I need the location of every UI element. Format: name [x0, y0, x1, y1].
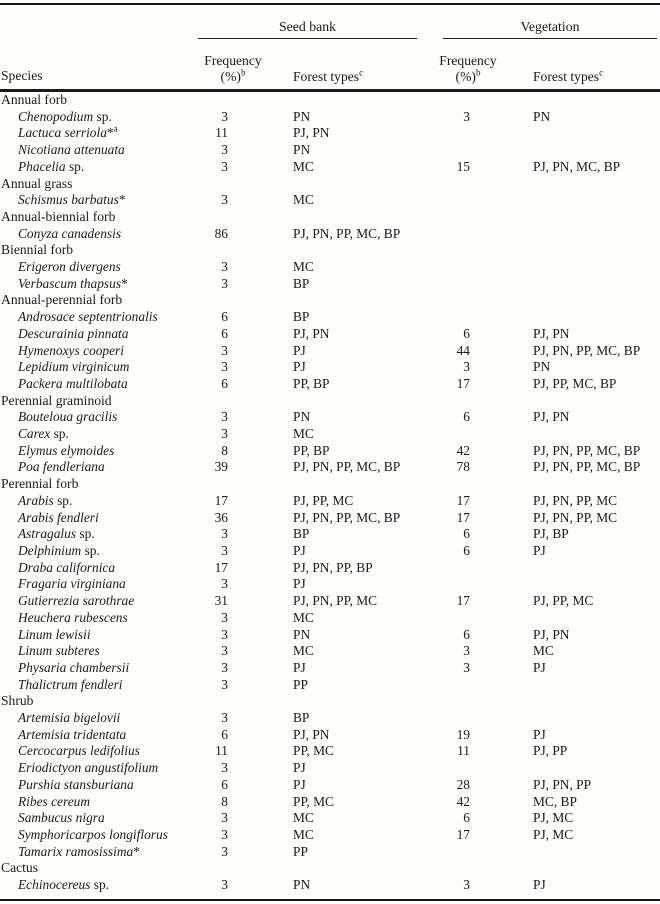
- vegetation-frequency-value: [425, 309, 511, 326]
- group-row: [0, 476, 660, 493]
- species-row: [0, 543, 660, 560]
- vegetation-frequency-value: [425, 192, 511, 209]
- seed-bank-frequency-value: 17: [214, 492, 228, 508]
- seed-bank-frequency-value: 17: [214, 559, 228, 575]
- species-row: [0, 560, 660, 577]
- vegetation-frequency-value: [425, 142, 511, 159]
- species-row: [0, 409, 660, 426]
- growth-form-group-label: Annual-biennial forb: [1, 208, 116, 224]
- vegetation-forest-types-value: PJ, PN, MC, BP: [533, 158, 621, 174]
- species-row: [0, 627, 660, 644]
- vegetation-forest-types-value: [511, 610, 660, 627]
- species-name: Phacelia sp.: [18, 158, 85, 174]
- group-row: [0, 292, 660, 309]
- group-row: [0, 693, 660, 710]
- species-row: [0, 610, 660, 627]
- species-name: Arabis sp.: [18, 492, 73, 508]
- species-name: Nicotiana attenuata: [18, 142, 125, 158]
- percent-label: (%): [455, 68, 476, 84]
- species-name: Heuchera rubescens: [18, 609, 128, 625]
- vegetation-forest-types-value: PJ, PN, PP, MC, BP: [533, 342, 641, 358]
- vegetation-frequency-value: 44: [456, 342, 470, 358]
- species-label: Species: [1, 68, 43, 83]
- seed-bank-forest-types-value: PJ, PN, PP, BP: [293, 559, 373, 575]
- vegetation-forest-types-value: PJ, MC: [533, 826, 574, 842]
- seed-bank-forest-types-value: PJ, PN, PP, MC, BP: [293, 459, 401, 475]
- percent-label: (%): [220, 68, 241, 84]
- seed-bank-frequency-value: 8: [221, 442, 228, 458]
- species-name: Carex sp.: [18, 426, 69, 442]
- group-row: [0, 242, 660, 259]
- seed-bank-forest-types-value: PJ: [293, 576, 306, 592]
- vegetation-frequency-value: 6: [463, 526, 470, 542]
- growth-form-group-label: Annual forb: [1, 92, 68, 107]
- seed-bank-frequency-value: 3: [221, 275, 228, 291]
- species-row: [0, 643, 660, 660]
- seed-bank-frequency-value: 3: [221, 710, 228, 726]
- footnote-b-marker: b: [475, 66, 481, 77]
- seed-bank-label: Seed bank: [198, 15, 417, 39]
- vegetation-frequency-value: 6: [463, 542, 470, 558]
- species-row: [0, 426, 660, 443]
- seed-bank-forest-types-value: MC: [293, 810, 314, 826]
- vegetation-frequency-value: 42: [456, 442, 470, 458]
- species-name: Poa fendleriana: [18, 459, 105, 475]
- vegetation-frequency-value: 3: [463, 359, 470, 375]
- seed-bank-forest-types-value: PP, MC: [293, 793, 334, 809]
- vegetation-forest-types-value: [511, 677, 660, 694]
- species-row: [0, 526, 660, 543]
- species-name: Lepidium virginicum: [18, 359, 130, 375]
- species-row: [0, 710, 660, 727]
- vegetation-frequency-value: 17: [456, 509, 470, 525]
- seed-bank-frequency-value: 3: [221, 142, 228, 158]
- vegetation-frequency-value: 3: [463, 643, 470, 659]
- vegetation-forest-types-value: PJ, PN: [533, 409, 570, 425]
- seed-bank-forest-types-value: PJ, PN, PP, MC, BP: [293, 509, 401, 525]
- seed-bank-forest-types-value: MC: [293, 426, 314, 442]
- vegetation-frequency-value: 6: [463, 626, 470, 642]
- vegetation-frequency-value: [425, 125, 511, 142]
- species-name: Symphoricarpos longiflorus: [18, 826, 168, 842]
- vegetation-frequency-header: [425, 39, 511, 91]
- seed-bank-frequency-value: 3: [221, 359, 228, 375]
- seed-bank-forest-types-value: PP, BP: [293, 375, 330, 391]
- seed-bank-frequency-value: 3: [221, 676, 228, 692]
- vegetation-frequency-value: [425, 426, 511, 443]
- seed-bank-frequency-value: 11: [215, 743, 228, 759]
- species-name: Sambucus nigra: [18, 810, 105, 826]
- footnote-b-marker: b: [240, 66, 246, 77]
- vegetation-forest-types-value: PJ, PP, MC, BP: [533, 375, 617, 391]
- seed-bank-forest-types-value: PJ: [293, 659, 306, 675]
- vegetation-frequency-value: 17: [456, 375, 470, 391]
- vegetation-frequency-value: 17: [456, 826, 470, 842]
- species-name: Astragalus sp.: [18, 526, 95, 542]
- species-row: [0, 125, 660, 142]
- vegetation-forest-types-value: PJ, PP, MC: [533, 593, 594, 609]
- species-name: Androsace septentrionalis: [18, 309, 158, 325]
- vegetation-forest-types-value: PJ, PN, PP, MC, BP: [533, 442, 641, 458]
- species-name: Draba californica: [18, 559, 116, 575]
- vegetation-forest-types-value: PJ, PN, PP, MC: [533, 509, 618, 525]
- species-name: Chenopodium sp.: [18, 108, 112, 124]
- seed-bank-frequency-value: 6: [221, 776, 228, 792]
- species-name: Elymus elymoides: [18, 442, 115, 458]
- vegetation-frequency-value: 15: [456, 158, 470, 174]
- seed-bank-frequency-value: 6: [221, 325, 228, 341]
- growth-form-group-label: Shrub: [1, 693, 34, 709]
- species-name: Linum subteres: [18, 643, 100, 659]
- column-group-row: [0, 4, 660, 39]
- seed-bank-forest-types-value: PJ: [293, 542, 306, 558]
- species-name: Delphinium sp.: [18, 542, 100, 558]
- species-row: [0, 192, 660, 209]
- seed-bank-forest-types-value: PN: [293, 626, 311, 642]
- vegetation-forest-types-value: MC, BP: [533, 793, 577, 809]
- vegetation-frequency-value: [425, 710, 511, 727]
- vegetation-forest-types-value: PJ: [533, 659, 546, 675]
- vegetation-forest-types-value: [511, 844, 660, 861]
- vegetation-forest-types-value: PN: [533, 359, 551, 375]
- seed-bank-forest-types-value: PJ, PN: [293, 726, 330, 742]
- frequency-label: Frequency: [204, 53, 262, 68]
- species-row: [0, 510, 660, 527]
- seed-bank-frequency-value: 3: [221, 826, 228, 842]
- group-row: [0, 91, 660, 109]
- seed-bank-frequency-value: 3: [221, 192, 228, 208]
- vegetation-forest-types-value: [511, 576, 660, 593]
- seed-bank-frequency-value: 8: [221, 793, 228, 809]
- vegetation-frequency-value: 78: [456, 459, 470, 475]
- species-row: [0, 443, 660, 460]
- species-row: [0, 794, 660, 811]
- vegetation-frequency-value: 19: [456, 726, 470, 742]
- species-name: Tamarix ramosissima*: [18, 843, 140, 859]
- seed-bank-frequency-value: 3: [221, 609, 228, 625]
- vegetation-forest-types-value: PJ, PN, PP: [533, 776, 592, 792]
- species-row: [0, 142, 660, 159]
- seed-bank-frequency-value: 3: [221, 342, 228, 358]
- species-row: [0, 810, 660, 827]
- vegetation-forest-types-value: [511, 226, 660, 243]
- species-row: [0, 326, 660, 343]
- seed-bank-forest-types-value: MC: [293, 826, 314, 842]
- vegetation-forest-types-header: [511, 39, 660, 91]
- species-row: [0, 343, 660, 360]
- vegetation-forest-types-value: [511, 192, 660, 209]
- vegetation-forest-types-value: PJ, PN: [533, 325, 570, 341]
- seed-bank-frequency-value: 11: [215, 125, 228, 141]
- vegetation-forest-types-value: PJ, PN, PP, MC: [533, 492, 618, 508]
- seed-bank-forest-types-value: PJ, PN, PP, MC: [293, 593, 378, 609]
- vegetation-forest-types-value: [511, 142, 660, 159]
- species-row: [0, 309, 660, 326]
- vegetation-forest-types-value: [511, 309, 660, 326]
- seed-bank-frequency-value: 3: [221, 843, 228, 859]
- seed-bank-frequency-value: 39: [214, 459, 228, 475]
- seed-bank-forest-types-value: BP: [293, 275, 310, 291]
- table-header: [0, 4, 660, 91]
- species-row: [0, 159, 660, 176]
- vegetation-frequency-value: [425, 226, 511, 243]
- vegetation-forest-types-value: MC: [533, 643, 554, 659]
- vegetation-group-header: [425, 4, 660, 39]
- vegetation-forest-types-value: [511, 710, 660, 727]
- vegetation-forest-types-value: [511, 259, 660, 276]
- species-row: [0, 777, 660, 794]
- seed-bank-forest-types-value: PP, BP: [293, 442, 330, 458]
- species-name: Lactuca serriola*$^a$: [18, 123, 118, 141]
- vegetation-frequency-value: [425, 844, 511, 861]
- vegetation-frequency-value: [425, 560, 511, 577]
- vegetation-frequency-value: [425, 677, 511, 694]
- seed-bank-frequency-value: 6: [221, 309, 228, 325]
- seed-bank-group-header: [190, 4, 425, 39]
- seed-bank-frequency-value: 3: [221, 409, 228, 425]
- seed-bank-forest-types-value: MC: [293, 643, 314, 659]
- species-name: Thalictrum fendleri: [18, 676, 123, 692]
- vegetation-forest-types-value: PJ: [533, 877, 546, 893]
- species-row: [0, 727, 660, 744]
- footnote-c-marker: c: [599, 66, 604, 77]
- vegetation-forest-types-value: PJ: [533, 542, 546, 558]
- seed-bank-frequency-value: 3: [221, 576, 228, 592]
- growth-form-group-label: Annual grass: [1, 175, 73, 191]
- species-name: Packera multilobata: [18, 375, 128, 391]
- species-row: [0, 743, 660, 760]
- species-name: Artemisia tridentata: [18, 726, 127, 742]
- species-name: Verbascum thapsus*: [18, 275, 128, 291]
- seed-bank-frequency-value: 3: [221, 877, 228, 893]
- vegetation-frequency-value: 3: [463, 108, 470, 124]
- seed-bank-forest-types-value: PJ: [293, 760, 306, 776]
- vegetation-frequency-value: 17: [456, 593, 470, 609]
- seed-bank-forest-types-value: PJ: [293, 776, 306, 792]
- vegetation-frequency-value: [425, 610, 511, 627]
- vegetation-forest-types-value: [511, 125, 660, 142]
- seed-bank-forest-types-value: PP: [293, 843, 308, 859]
- seed-bank-forest-types-value: MC: [293, 158, 314, 174]
- species-row: [0, 844, 660, 861]
- seed-bank-frequency-value: 3: [221, 108, 228, 124]
- species-row: [0, 259, 660, 276]
- species-row: [0, 760, 660, 777]
- species-row: [0, 376, 660, 393]
- species-name: Bouteloua gracilis: [18, 409, 118, 425]
- vegetation-forest-types-value: [511, 560, 660, 577]
- vegetation-forest-types-value: PJ: [533, 726, 546, 742]
- forest-types-label: Forest types: [293, 68, 360, 84]
- seed-bank-forest-types-value: MC: [293, 192, 314, 208]
- seed-bank-frequency-value: 3: [221, 526, 228, 542]
- growth-form-group-label: Cactus: [1, 860, 38, 876]
- vegetation-frequency-value: 6: [463, 325, 470, 341]
- species-row: [0, 593, 660, 610]
- vegetation-frequency-value: 6: [463, 810, 470, 826]
- seed-bank-frequency-value: 6: [221, 375, 228, 391]
- vegetation-forest-types-value: [511, 760, 660, 777]
- species-name: Conyza canadensis: [18, 225, 122, 241]
- vegetation-frequency-value: 42: [456, 793, 470, 809]
- group-row: [0, 393, 660, 410]
- vegetation-frequency-value: 3: [463, 659, 470, 675]
- species-name: Schismus barbatus*: [18, 192, 126, 208]
- species-name: Gutierrezia sarothrae: [18, 593, 135, 609]
- vegetation-frequency-value: 11: [457, 743, 470, 759]
- seed-bank-frequency-value: 3: [221, 643, 228, 659]
- seed-bank-frequency-value: 86: [214, 225, 228, 241]
- seed-bank-forest-types-value: PP, MC: [293, 743, 334, 759]
- vegetation-forest-types-value: PJ, MC: [533, 810, 574, 826]
- vegetation-forest-types-value: PJ, PP: [533, 743, 568, 759]
- seed-bank-frequency-value: 3: [221, 626, 228, 642]
- seed-bank-frequency-value: 36: [214, 509, 228, 525]
- species-name: Linum lewisii: [18, 626, 91, 642]
- species-row: [0, 827, 660, 844]
- vegetation-frequency-value: 3: [463, 877, 470, 893]
- vegetation-frequency-value: [425, 259, 511, 276]
- vegetation-forest-types-value: [511, 426, 660, 443]
- species-name: Fragaria virginiana: [18, 576, 126, 592]
- growth-form-group-label: Perennial graminoid: [1, 392, 112, 408]
- seed-bank-frequency-value: 3: [221, 259, 228, 275]
- species-row: [0, 660, 660, 677]
- vegetation-frequency-value: [425, 760, 511, 777]
- species-name: Arabis fendleri: [18, 509, 99, 525]
- species-name: Hymenoxys cooperi: [18, 342, 124, 358]
- species-row: [0, 276, 660, 293]
- species-row: [0, 226, 660, 243]
- species-name: Cercocarpus ledifolius: [18, 743, 140, 759]
- vegetation-forest-types-value: PJ, PN, PP, MC, BP: [533, 459, 641, 475]
- seed-bank-frequency-value: 3: [221, 810, 228, 826]
- growth-form-group-label: Annual-perennial forb: [1, 292, 123, 308]
- forest-types-label: Forest types: [533, 68, 600, 84]
- vegetation-frequency-value: [425, 276, 511, 293]
- seed-bank-forest-types-value: PN: [293, 108, 311, 124]
- seed-bank-forest-types-value: PJ, PP, MC: [293, 492, 354, 508]
- vegetation-label: Vegetation: [443, 15, 657, 39]
- vegetation-forest-types-value: PJ, BP: [533, 526, 569, 542]
- species-name: Descurainia pinnata: [18, 325, 129, 341]
- vegetation-forest-types-value: PJ, PN: [533, 626, 570, 642]
- seed-bank-frequency-value: 3: [221, 426, 228, 442]
- species-table: [0, 3, 660, 901]
- seed-bank-forest-types-value: PJ, PN: [293, 325, 330, 341]
- seed-bank-forest-types-value: PN: [293, 877, 311, 893]
- growth-form-group-label: Biennial forb: [1, 242, 74, 258]
- seed-bank-forest-types-value: PN: [293, 142, 311, 158]
- seed-bank-frequency-value: 31: [214, 593, 228, 609]
- seed-bank-forest-types-value: MC: [293, 609, 314, 625]
- seed-bank-frequency-value: 3: [221, 542, 228, 558]
- seed-bank-forest-types-value: BP: [293, 309, 310, 325]
- vegetation-forest-types-value: [511, 276, 660, 293]
- growth-form-group-label: Perennial forb: [1, 476, 79, 492]
- vegetation-frequency-value: 17: [456, 492, 470, 508]
- table-body: [0, 91, 660, 900]
- species-name: Echinocereus sp.: [18, 877, 109, 893]
- vegetation-frequency-value: [425, 576, 511, 593]
- species-row: [0, 109, 660, 126]
- footnote-c-marker: c: [359, 66, 364, 77]
- seed-bank-frequency-value: 3: [221, 158, 228, 174]
- group-row: [0, 209, 660, 226]
- species-row: [0, 877, 660, 900]
- species-name: Physaria chambersii: [18, 659, 130, 675]
- seed-bank-forest-types-value: PJ: [293, 342, 306, 358]
- seed-bank-frequency-value: 6: [221, 726, 228, 742]
- group-row: [0, 860, 660, 877]
- seed-bank-forest-types-value: BP: [293, 710, 310, 726]
- seed-bank-forest-types-value: BP: [293, 526, 310, 542]
- vegetation-frequency-value: 6: [463, 409, 470, 425]
- species-row: [0, 359, 660, 376]
- species-column-header: [0, 4, 190, 91]
- vegetation-frequency-value: 28: [456, 776, 470, 792]
- group-row: [0, 176, 660, 193]
- species-name: Eriodictyon angustifolium: [18, 760, 159, 776]
- seed-bank-forest-types-value: PP: [293, 676, 308, 692]
- frequency-label: Frequency: [439, 53, 497, 68]
- species-name: Artemisia bigelovii: [18, 710, 121, 726]
- seed-bank-frequency-header: [190, 39, 276, 91]
- seed-bank-forest-types-value: MC: [293, 259, 314, 275]
- species-name: Erigeron divergens: [18, 259, 121, 275]
- seed-bank-forest-types-value: PJ: [293, 359, 306, 375]
- seed-bank-frequency-value: 3: [221, 659, 228, 675]
- vegetation-forest-types-value: PN: [533, 108, 551, 124]
- seed-bank-forest-types-value: PJ, PN: [293, 125, 330, 141]
- seed-bank-forest-types-header: [276, 39, 425, 91]
- species-row: [0, 677, 660, 694]
- species-row: [0, 576, 660, 593]
- species-row: [0, 493, 660, 510]
- species-name: Purshia stansburiana: [18, 776, 134, 792]
- seed-bank-forest-types-value: PN: [293, 409, 311, 425]
- species-name: Ribes cereum: [18, 793, 91, 809]
- species-row: [0, 459, 660, 476]
- seed-bank-forest-types-value: PJ, PN, PP, MC, BP: [293, 225, 401, 241]
- seed-bank-frequency-value: 3: [221, 760, 228, 776]
